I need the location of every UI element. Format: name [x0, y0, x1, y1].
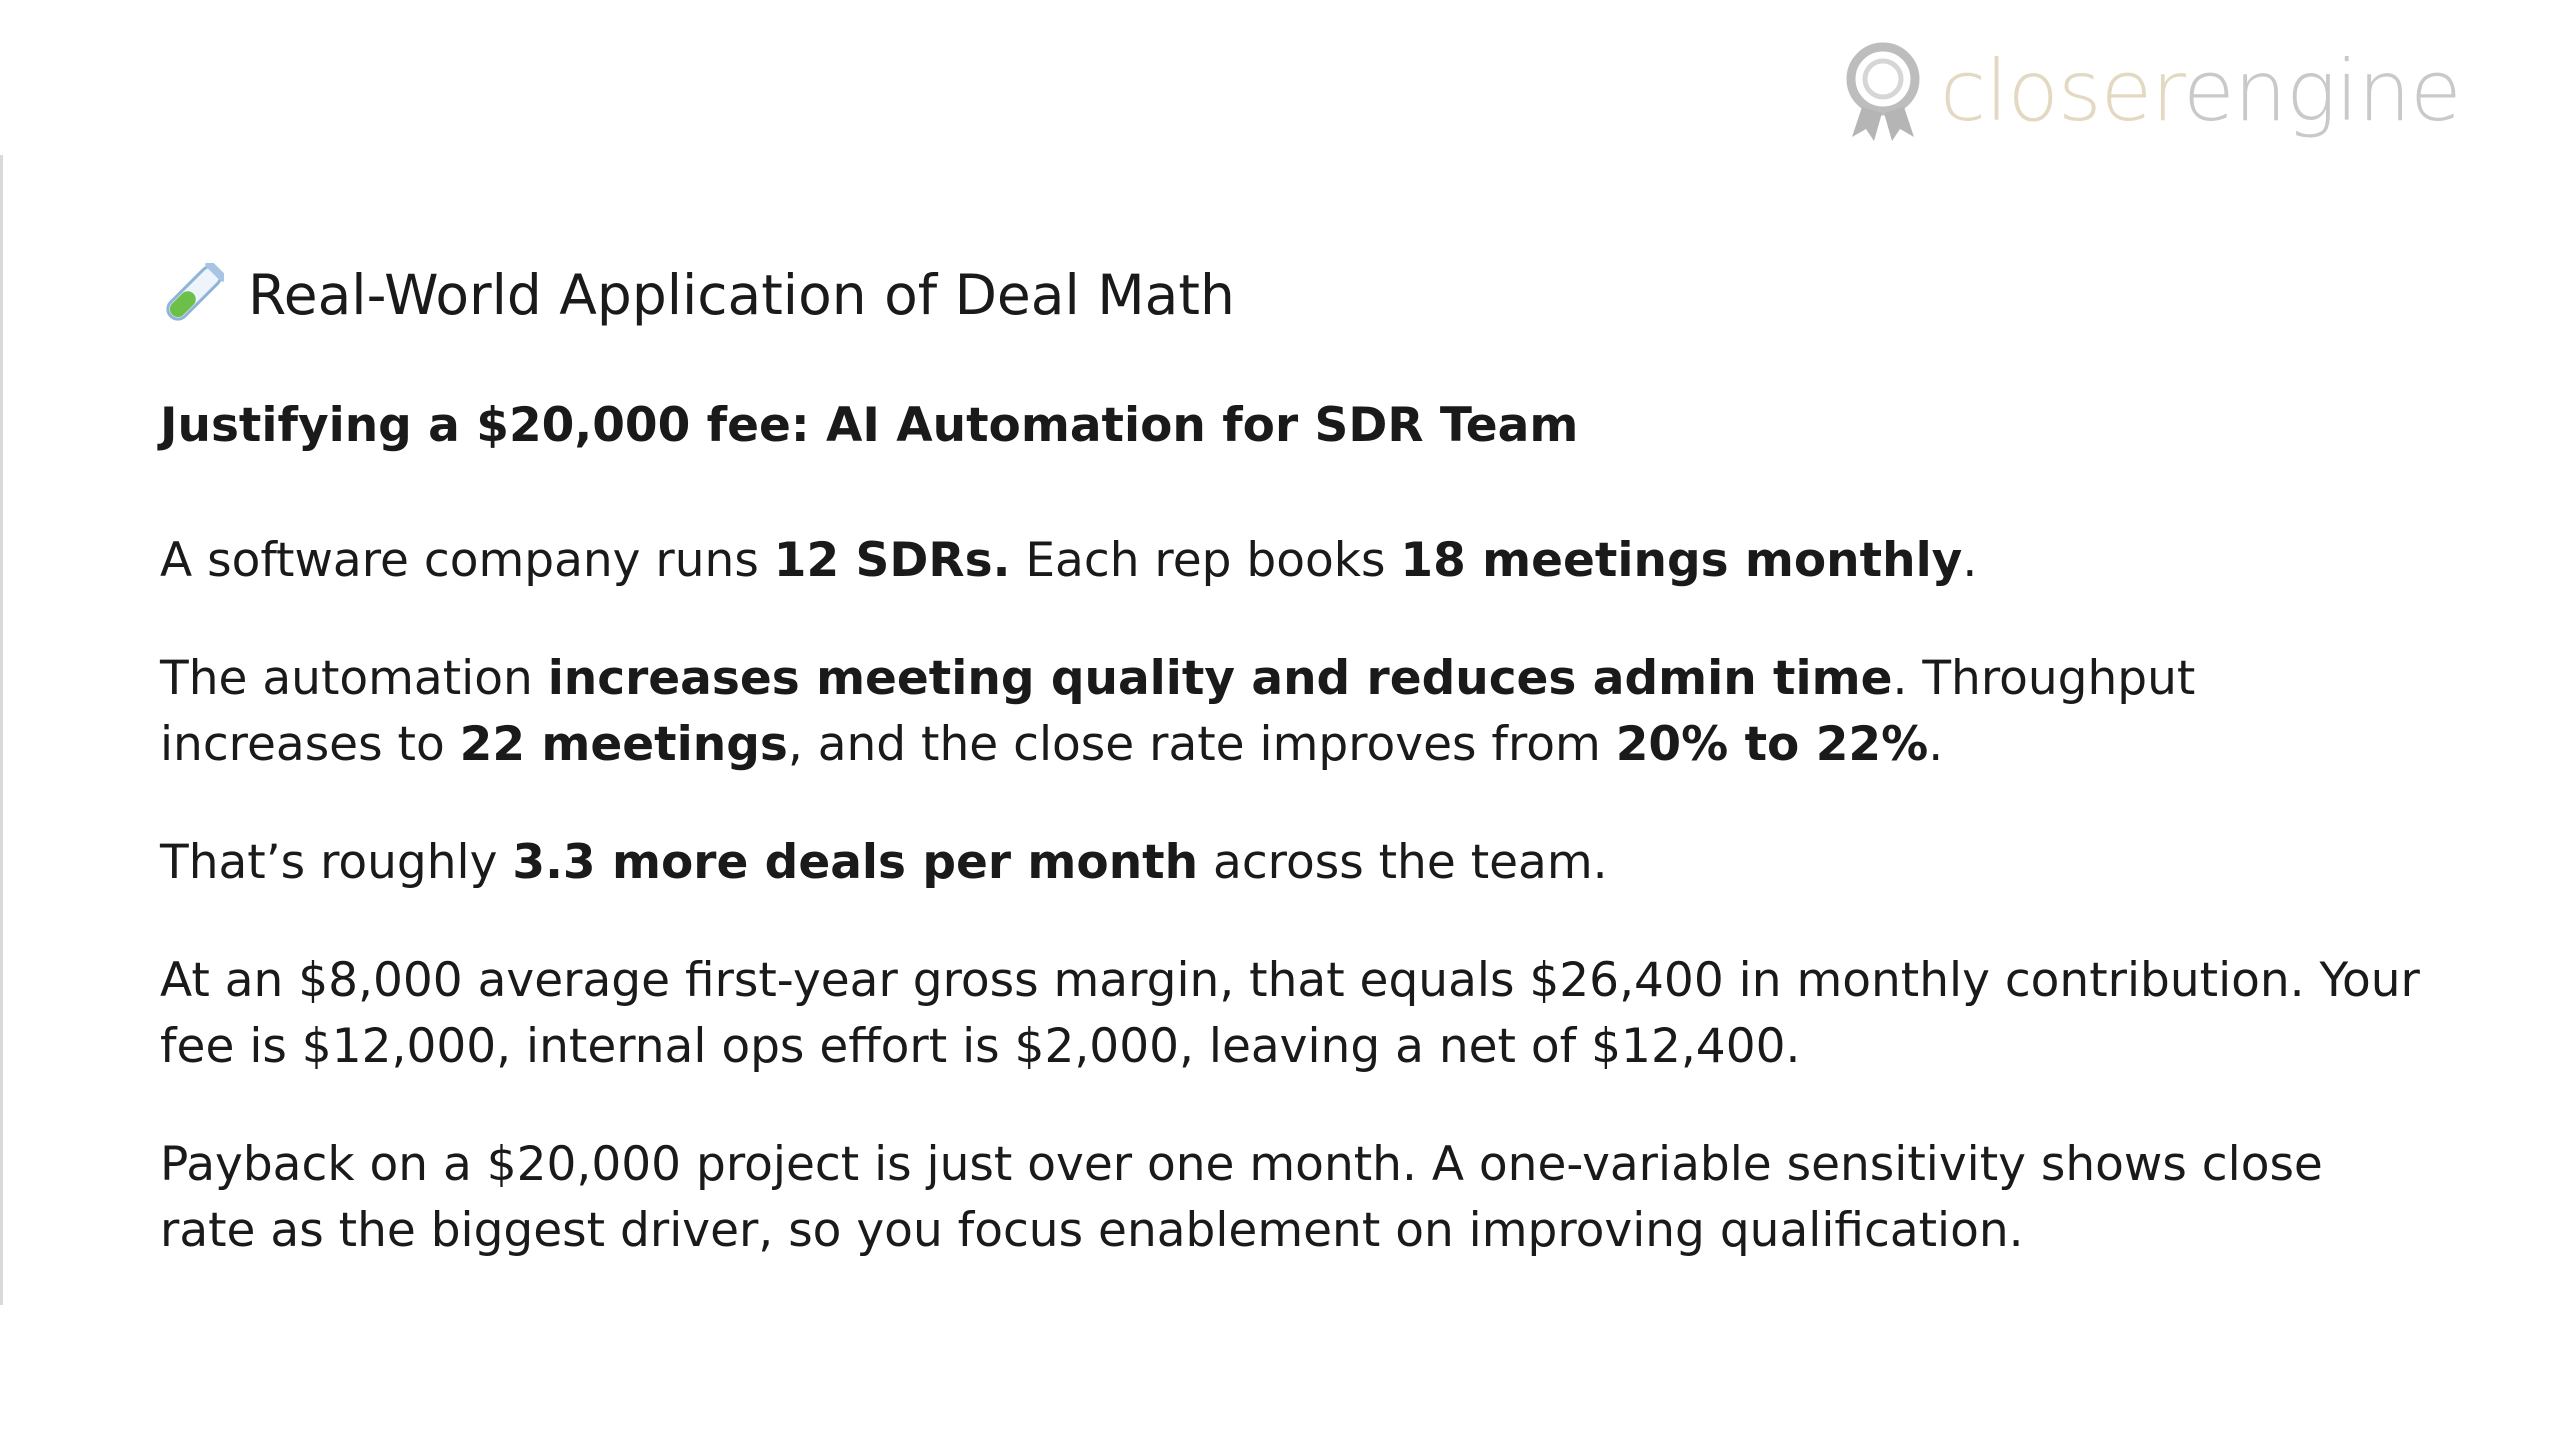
paragraph-automation — [160, 646, 2420, 778]
p2-text-3: , and the close rate improves from — [787, 717, 1616, 773]
subheading: Justifying a $20,000 fee: AI Automation for SDR Team — [160, 398, 1579, 453]
p2-bold-1: increases meeting quality and reduces admin time — [547, 651, 1893, 707]
p2-bold-3: 20% to 22% — [1615, 717, 1929, 773]
p3-bold-1: 3.3 more deals per month — [512, 835, 1199, 891]
paragraph-margin — [160, 948, 2420, 1080]
logo-text-closer: closer — [1940, 42, 2184, 140]
p2-bold-2: 22 meetings — [459, 717, 788, 773]
section-heading — [160, 262, 2420, 328]
p3-text-2: across the team. — [1198, 835, 1608, 891]
p3-text-1: That’s roughly — [160, 835, 513, 891]
logo-wordmark — [1940, 42, 2461, 140]
p5-text-1: Payback on a $20,000 project is just over one month. A one-variable sensitivity shows close rate as the biggest driver, so you focus enablement on improving qualification. — [160, 1137, 2323, 1259]
paragraph-deals — [160, 830, 2420, 896]
test-tube-icon — [160, 263, 224, 327]
slide-content — [160, 262, 2420, 1316]
p2-text-1: The automation — [160, 651, 548, 707]
p1-bold-1: 12 SDRs. — [773, 533, 1011, 589]
left-divider — [0, 155, 3, 1305]
page-title: Real-World Application of Deal Math — [248, 263, 1235, 327]
closerengine-logo — [1840, 36, 2540, 146]
logo-text-engine: engine — [2183, 42, 2461, 140]
paragraph-payback — [160, 1132, 2420, 1264]
p2-text-4: . — [1928, 717, 1944, 773]
paragraph-sdr-team — [160, 528, 2420, 594]
p1-bold-2: 18 meetings monthly — [1400, 533, 1963, 589]
p2-text-2: . Throughput increases to — [160, 651, 2196, 773]
p1-text-3: . — [1962, 533, 1978, 589]
p4-text-1: At an $8,000 average first-year gross margin, that equals $26,400 in monthly contribution. Your fee is $12,000, internal ops effort is $2,000, leaving a net of $12,400. — [160, 953, 2420, 1075]
p1-text-2: Each rep books — [1010, 533, 1401, 589]
p1-text-1: A software company runs — [160, 533, 774, 589]
award-ribbon-icon — [1840, 39, 1926, 143]
